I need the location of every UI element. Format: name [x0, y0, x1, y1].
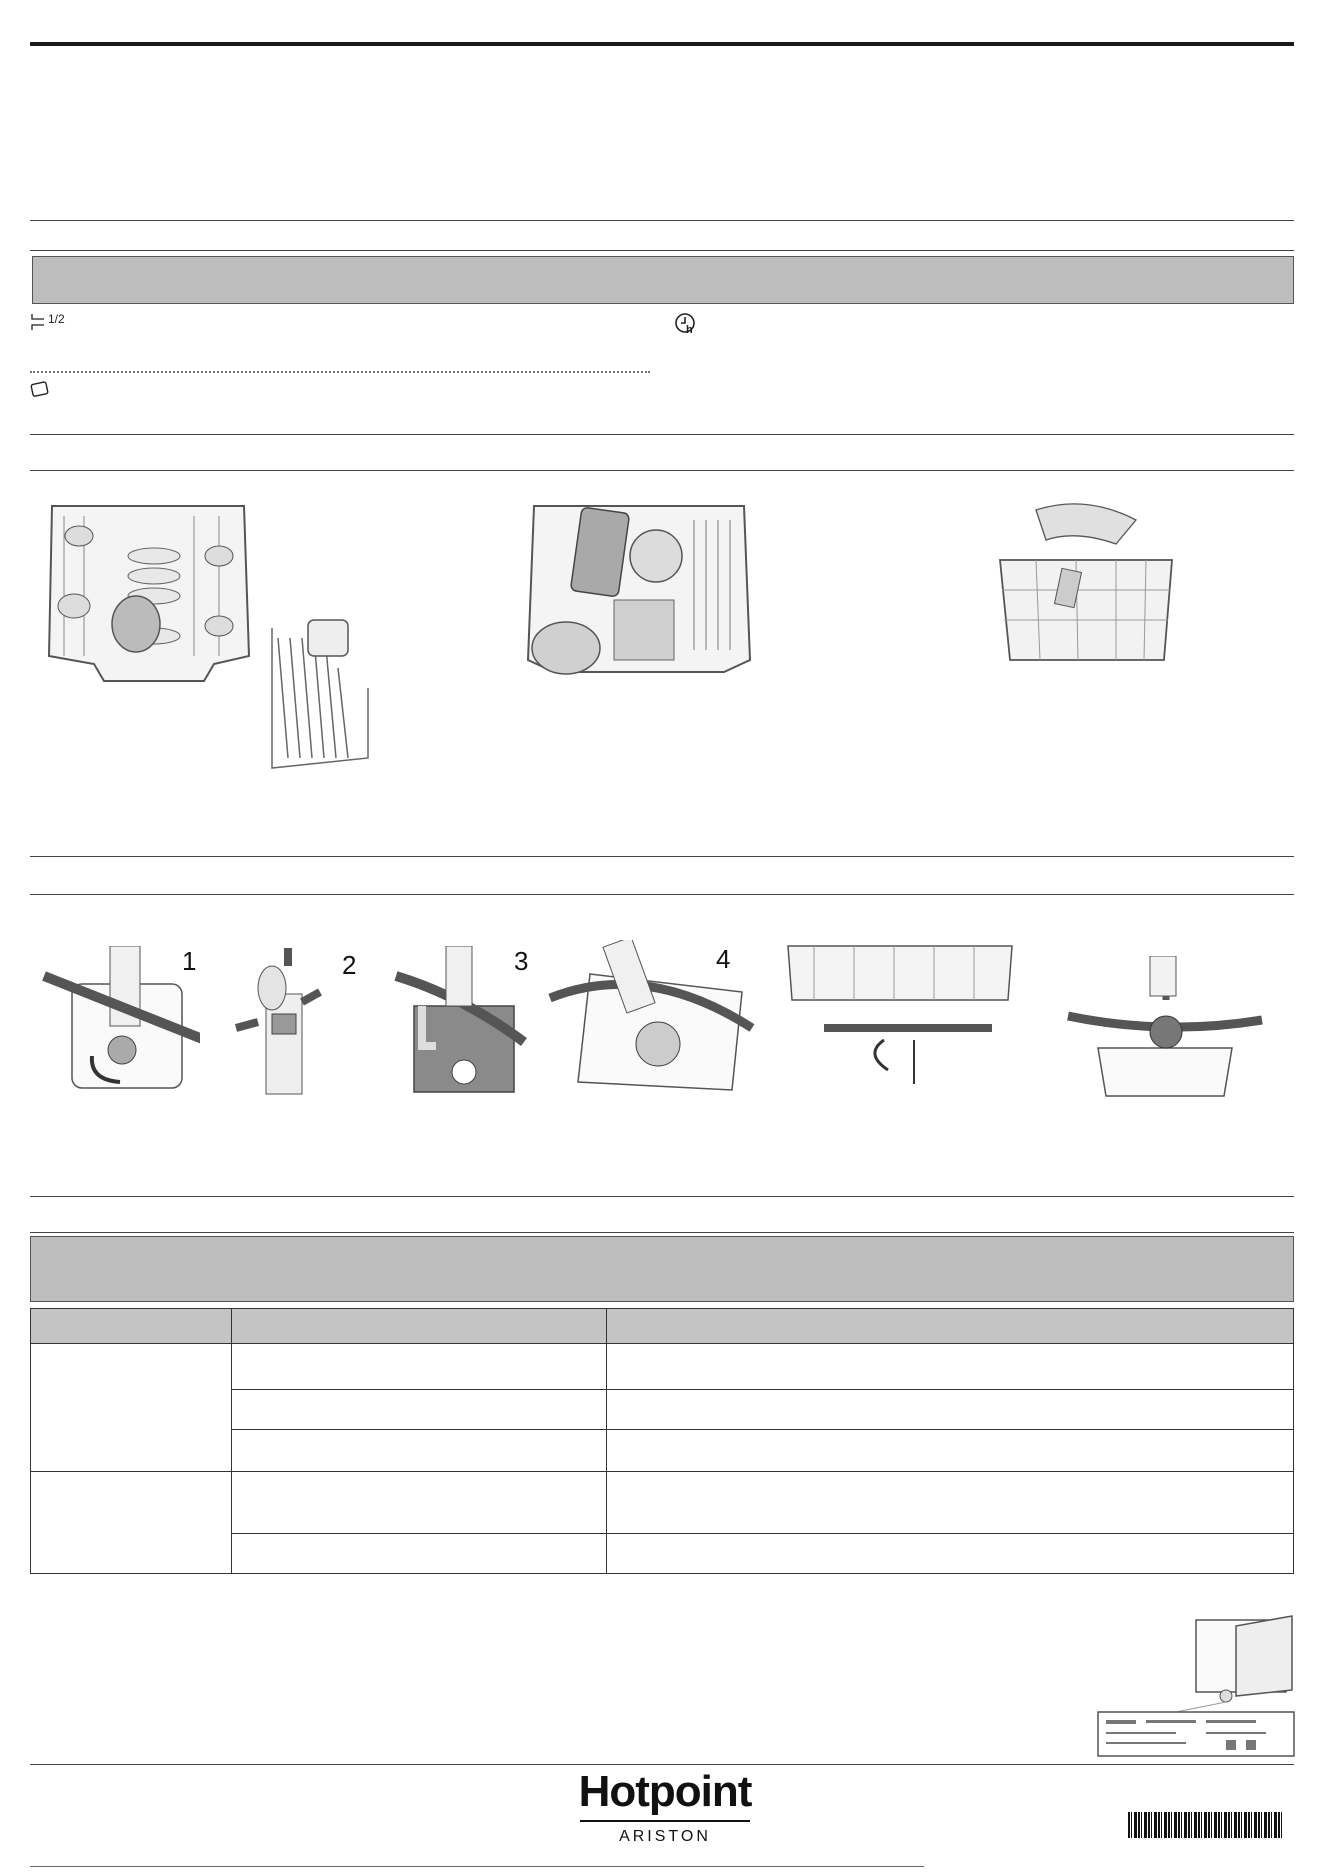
table-header-problem — [31, 1309, 232, 1344]
divider-2 — [30, 250, 1294, 251]
table-cell — [232, 1472, 607, 1534]
bottom-edge-rule — [30, 1866, 924, 1867]
table-row — [31, 1344, 1294, 1390]
top-rule — [30, 42, 1294, 46]
troubleshooting-table — [30, 1308, 1294, 1574]
divider-5 — [30, 856, 1294, 857]
table-cell — [232, 1534, 607, 1574]
divider-3 — [30, 434, 1294, 435]
step-3-illustration — [392, 946, 528, 1098]
dotted-separator — [30, 371, 650, 373]
table-cell — [232, 1390, 607, 1430]
table-cell — [232, 1430, 607, 1472]
step-1-illustration — [40, 946, 200, 1096]
brand-rule — [580, 1820, 750, 1822]
step-3-number: 3 — [514, 946, 529, 976]
tablet-icon — [30, 380, 50, 401]
table-cell — [232, 1344, 607, 1390]
divider-6 — [30, 894, 1294, 895]
section-bar-options — [32, 256, 1294, 304]
table-header-causes — [232, 1309, 607, 1344]
rating-plate-illustration — [1096, 1612, 1296, 1762]
step-4-number: 4 — [716, 944, 731, 974]
table-cell — [607, 1430, 1294, 1472]
divider-8 — [30, 1232, 1294, 1233]
brand-logo — [560, 1768, 770, 1846]
half-load-icon — [30, 312, 48, 335]
step-1-number: 1 — [182, 946, 197, 976]
table-cell — [607, 1344, 1294, 1390]
divider-1 — [30, 220, 1294, 221]
half-load-label: 1/2 — [48, 312, 65, 326]
brand-subname: ARISTON — [619, 1828, 711, 1845]
footer-divider — [30, 1764, 1294, 1765]
upper-rack-illustration — [44, 496, 254, 696]
cup-rack-illustration — [268, 608, 378, 778]
divider-7 — [30, 1196, 1294, 1197]
step-2-number: 2 — [342, 950, 357, 980]
step-2-illustration — [232, 944, 336, 1100]
table-cell — [607, 1534, 1294, 1574]
barcode — [1128, 1812, 1284, 1838]
cutlery-basket-illustration — [996, 500, 1176, 666]
table-row — [31, 1472, 1294, 1534]
table-cell — [31, 1344, 232, 1472]
table-cell — [607, 1472, 1294, 1534]
lower-spray-arm-illustration — [1064, 956, 1264, 1100]
delay-timer-label: h — [686, 324, 693, 336]
table-cell — [607, 1390, 1294, 1430]
brand-name: Hotpoint — [578, 1767, 752, 1816]
table-header-solutions — [607, 1309, 1294, 1344]
table-cell — [31, 1472, 232, 1574]
divider-4 — [30, 470, 1294, 471]
upper-spray-arm-illustration — [784, 944, 1016, 1096]
lower-rack-illustration — [524, 500, 754, 690]
section-bar-troubleshooting — [30, 1236, 1294, 1302]
